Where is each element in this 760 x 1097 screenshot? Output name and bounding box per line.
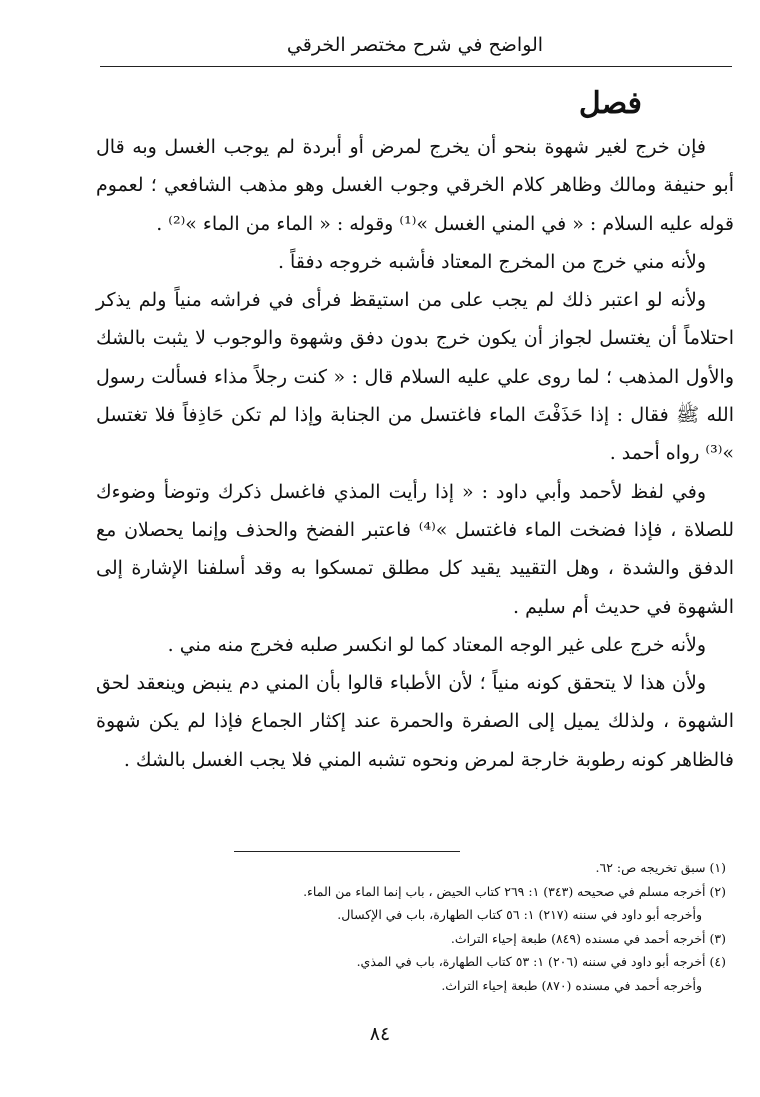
paragraph: ولأنه خرج على غير الوجه المعتاد كما لو انكسر صلبه فخرج منه مني . [167,633,706,656]
running-header-title: الواضح في شرح مختصر الخرقي [286,34,544,56]
page-number: ٨٤ [369,1023,391,1045]
paragraph: ولأن هذا لا يتحقق كونه منياً ؛ لأن الأطباء قالوا بأن المني دم ينبض وينعقد لحق الشهوة ، ولذلك يميل إلى الصفرة والحمرة عند إكثار الجماع فإذا لم يكن شهوة فالظاهر كونه رطوبة خارجة لمرض ونحوه تشبه المني فلا يجب الغسل بالشك . [96,672,734,771]
footnote-continuation: وأخرجه أبو داود في سننه (٢١٧) ١: ٥٦ كتاب الطهارة، باب في الإكسال. [337,907,702,923]
footnote-divider [234,851,460,852]
footnote: (٤) أخرجه أبو داود في سننه (٢٠٦) ١: ٥٣ كتاب الطهارة، باب في المذي. [356,954,726,970]
paragraph: فإن خرج لغير شهوة بنحو أن يخرج لمرض أو أبردة لم يوجب الغسل وبه قال أبو حنيفة ومالك وظاهر كلام الخرقي وجوب الغسل وهو مذهب الشافعي ؛ لعموم قوله عليه السلام : « في المني الغسل »⁽¹⁾ وقوله : « الماء من الماء »⁽²⁾ . [96,136,734,235]
paragraph: ولأنه مني خرج من المخرج المعتاد فأشبه خروجه دفقاً . [277,250,706,273]
header-divider [100,66,732,67]
footnote: (٣) أخرجه أحمد في مسنده (٨٤٩) طبعة إحياء التراث. [450,930,726,946]
footnotes [170,856,726,998]
section-heading: فصل [578,86,642,121]
footnote: (٢) أخرجه مسلم في صحيحه (٣٤٣) ١: ٢٦٩ كتاب الحيض ، باب إنما الماء من الماء. [303,883,726,899]
paragraph: وفي لفظ لأحمد وأبي داود : « إذا رأيت المذي فاغسل ذكرك وتوضأ وضوءك للصلاة ، فإذا فضخت الماء فاغتسل »⁽⁴⁾ فاعتبر الفضخ والحذف وإنما يحصلان مع الدفق والشدة ، وهل التقييد يقيد كل مطلق تمسكوا به وقد أسلفنا الإشارة إلى الشهوة في حديث أم سليم . [96,480,734,618]
footnote-continuation: وأخرجه أحمد في مسنده (٨٧٠) طبعة إحياء التراث. [441,977,702,993]
main-text [96,128,734,779]
footnote: (١) سبق تخريجه ص: ٦٢. [595,860,726,875]
paragraph: ولأنه لو اعتبر ذلك لم يجب على من استيقظ فرأى في فراشه منياً ولم يذكر احتلاماً أن يغتسل لجواز أن يكون خرج بدون دفق وشهوة والوجوب لا يثبت بالشك والأول المذهب ؛ لما روى علي عليه السلام قال : « كنت رجلاً مذاء فسألت رسول الله ﷺ فقال : إذا حَذَفْتَ الماء فاغتسل من الجنابة وإذا لم تكن حَاذِفاً فلا تغتسل »⁽³⁾ رواه أحمد . [96,289,734,465]
